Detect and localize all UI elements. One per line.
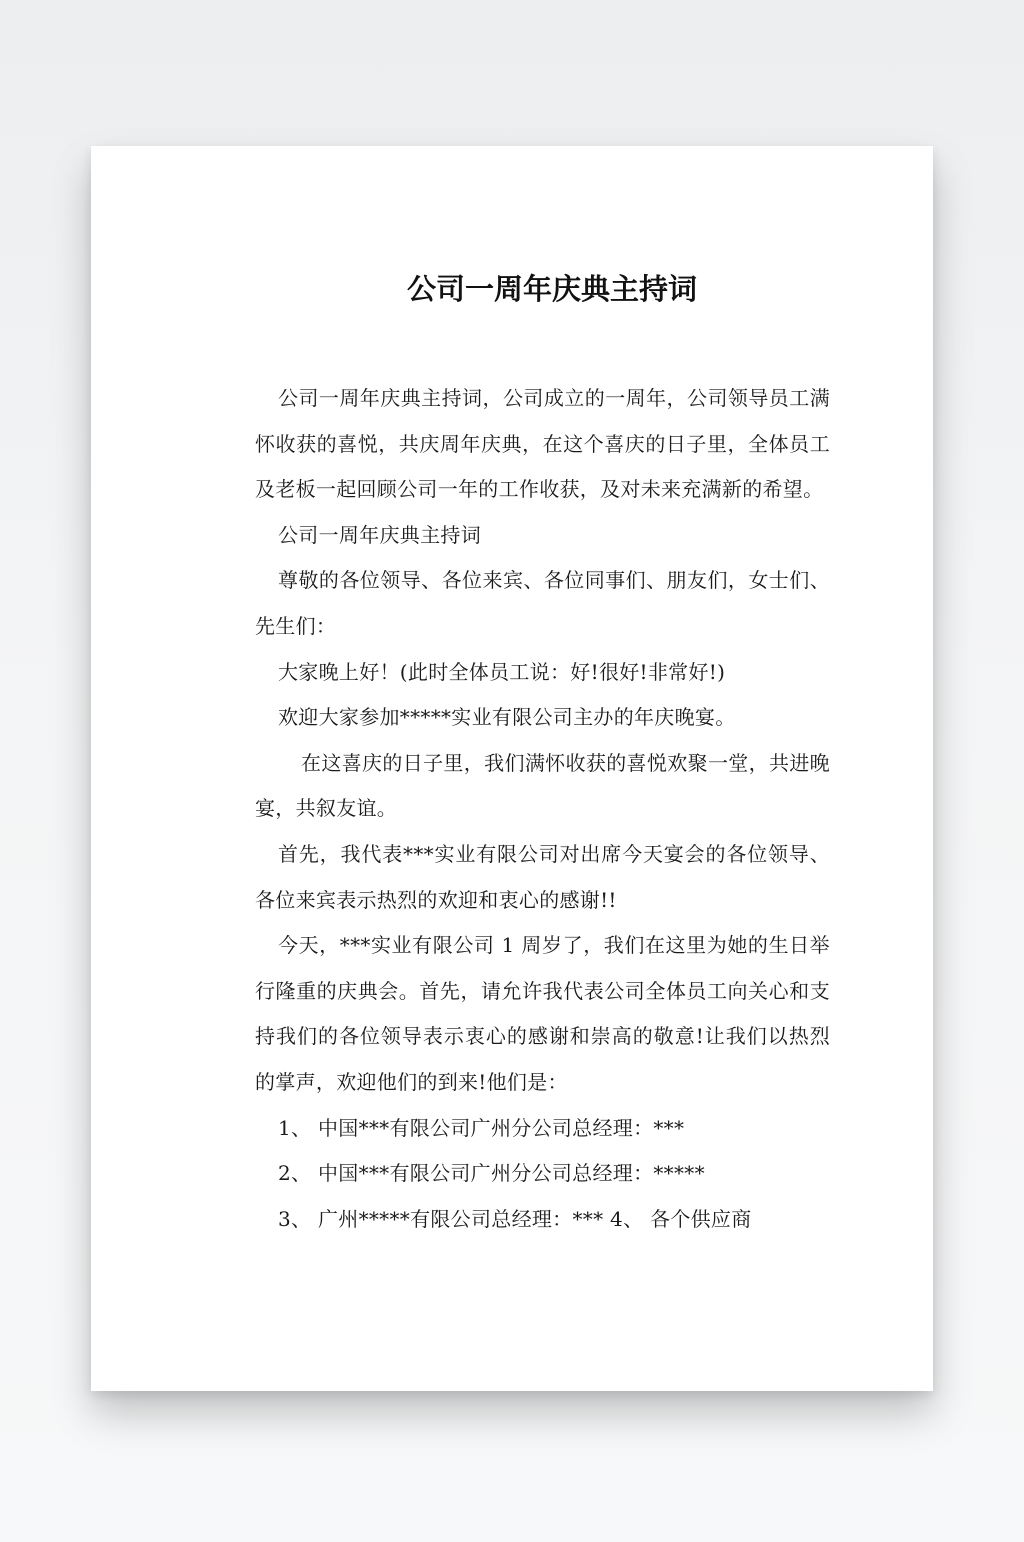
paragraph-intro: 公司一周年庆典主持词，公司成立的一周年，公司领导员工满怀收获的喜悦，共庆周年庆典，在这个喜庆的日子里，全体员工及老板一起回顾公司一年的工作收获，及对未来充满新的希望。: [255, 386, 830, 502]
document-page: [91, 146, 933, 1391]
paragraph-thanks: 首先，我代表***实业有限公司对出席今天宴会的各位领导、各位来宾表示热烈的欢迎和衷心的感谢!!: [255, 841, 830, 912]
document-body: [255, 376, 830, 1242]
document-title: 公司一周年庆典主持词: [406, 272, 697, 306]
paragraph-anniversary: 今天，***实业有限公司 1 周岁了，我们在这里为她的生日举行隆重的庆典会。首先，请允许我代表公司全体员工向关心和支持我们的各位领导表示衷心的感谢和崇高的敬意!让我们以热烈的掌声，欢迎他们的到来!他们是：: [255, 933, 830, 1094]
list-item-guest-3: 3、 广州*****有限公司总经理：*** 4、 各个供应商: [278, 1206, 752, 1231]
paragraph-greeting: 大家晚上好！(此时全体员工说：好!很好!非常好!): [278, 659, 726, 684]
list-item-guest-1: 1、 中国***有限公司广州分公司总经理：***: [278, 1115, 685, 1140]
paragraph-subtitle: 公司一周年庆典主持词: [278, 522, 481, 547]
paragraph-welcome: 欢迎大家参加*****实业有限公司主办的年庆晚宴。: [278, 705, 736, 730]
list-item-guest-2: 2、 中国***有限公司广州分公司总经理：*****: [278, 1161, 705, 1186]
paragraph-salutation: 尊敬的各位领导、各位来宾、各位同事们、朋友们，女士们、先生们：: [255, 568, 830, 638]
paragraph-gathering: 在这喜庆的日子里，我们满怀收获的喜悦欢聚一堂，共进晚宴，共叙友谊。: [255, 750, 830, 821]
